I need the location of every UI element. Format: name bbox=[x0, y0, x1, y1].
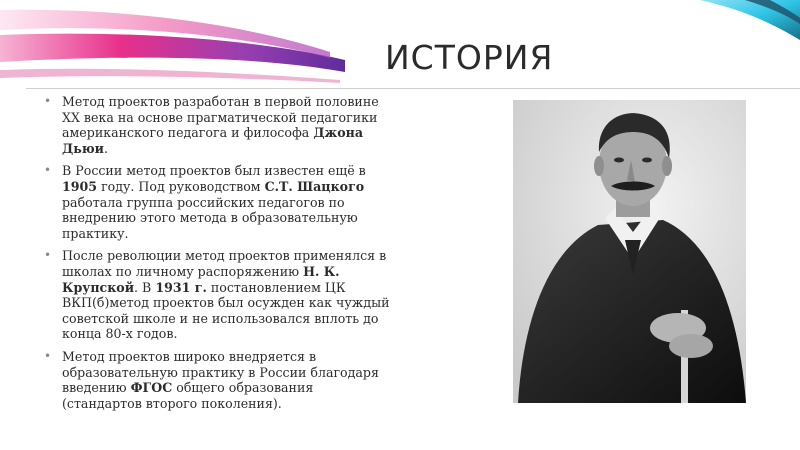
bullet-text: году. Под руководством bbox=[97, 178, 265, 194]
bullet-marker: • bbox=[44, 248, 52, 263]
bullet-emphasis: Джона Дьюи bbox=[62, 125, 364, 156]
bullet-marker: • bbox=[44, 348, 52, 363]
bullet-text: Метод проектов разработан в первой половине XX века на основе прагматической педагогики американского педагога и философа bbox=[62, 94, 379, 141]
title-divider bbox=[26, 88, 800, 89]
portrait-photo bbox=[513, 100, 746, 403]
bullet-emphasis: Н. К. Крупской bbox=[62, 263, 340, 295]
bullet-item bbox=[40, 94, 390, 156]
bullet-item bbox=[40, 349, 390, 411]
bullet-list bbox=[40, 94, 390, 418]
bullet-text: Метод проектов широко внедряется в образовательную практику в России благодаря введению bbox=[62, 348, 379, 396]
bullet-item bbox=[40, 248, 390, 342]
bullet-marker: • bbox=[44, 94, 52, 108]
bullet-emphasis: С.Т. Шацкого bbox=[264, 178, 365, 194]
bullet-text: постановлением ЦК ВКП(б)метод проектов был осужден как чуждый советской школе и не использовался вплоть до конца 80-х годов. bbox=[62, 279, 390, 342]
bullet-text: . bbox=[104, 140, 109, 156]
bullet-emphasis: 1931 г. bbox=[155, 279, 207, 295]
bullet-marker: • bbox=[44, 163, 52, 178]
slide-title: ИСТОРИЯ bbox=[385, 38, 554, 77]
ribbon-left-thin bbox=[0, 69, 340, 83]
bullet-item bbox=[40, 163, 390, 241]
bullet-text: общего образования (стандартов второго поколения). bbox=[62, 380, 314, 411]
bullet-text: После революции метод проектов применялся в школах по личному распоряжению bbox=[62, 248, 387, 279]
ribbon-right-main bbox=[700, 0, 800, 40]
ribbon-left-main bbox=[0, 34, 345, 72]
bullet-emphasis: ФГОС bbox=[130, 380, 173, 396]
bullet-text: . В bbox=[134, 279, 156, 295]
bullet-text: работала группа российских педагогов по внедрению этого метода в образовательную практику. bbox=[62, 194, 358, 241]
bullet-text: В России метод проектов был известен ещё в bbox=[62, 163, 366, 179]
bullet-emphasis: 1905 bbox=[62, 178, 98, 194]
